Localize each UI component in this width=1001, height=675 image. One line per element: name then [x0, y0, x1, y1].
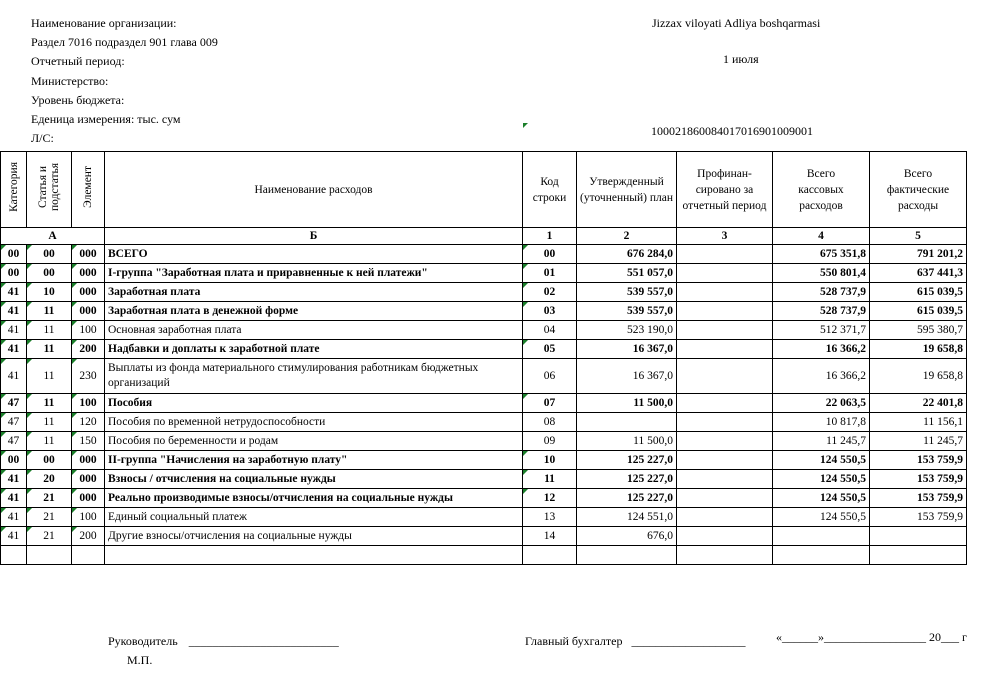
empty-cell: [523, 546, 577, 565]
cell-cash: 124 550,5: [773, 508, 870, 527]
period-label: Отчетный период:: [31, 54, 125, 69]
cell-name: Основная заработная плата: [105, 321, 523, 340]
header-name: Наименование расходов: [105, 152, 523, 228]
cell-actual: 595 380,7: [870, 321, 967, 340]
cell-article: 20: [27, 470, 72, 489]
cell-marker-icon: [523, 123, 528, 128]
cell-cash: 22 063,5: [773, 394, 870, 413]
cell-cash: 124 550,5: [773, 489, 870, 508]
cell-funded: [677, 340, 773, 359]
cell-approved: [577, 413, 677, 432]
cell-approved: 124 551,0: [577, 508, 677, 527]
cell-actual: 637 441,3: [870, 264, 967, 283]
cell-cash: 675 351,8: [773, 245, 870, 264]
cell-approved: 16 367,0: [577, 340, 677, 359]
ls-value: 100021860084017016901009001: [651, 124, 813, 138]
ministry-label: Министерство:: [31, 73, 109, 88]
cell-category: 41: [1, 508, 27, 527]
header-funded: Профинан-сировано за отчетный период: [677, 152, 773, 228]
cell-actual: 615 039,5: [870, 302, 967, 321]
cell-name: Единый социальный платеж: [105, 508, 523, 527]
ls-label: Л/С:: [31, 131, 54, 146]
expense-table: [0, 151, 967, 565]
cell-article: 11: [27, 321, 72, 340]
budget-level-label: Уровень бюджета:: [31, 92, 125, 107]
cell-code: 05: [523, 340, 577, 359]
org-value: Jizzax viloyati Adliya boshqarmasi: [652, 16, 821, 30]
empty-cell: [72, 546, 105, 565]
cell-category: 47: [1, 394, 27, 413]
cell-actual: 153 759,9: [870, 451, 967, 470]
cell-article: 00: [27, 264, 72, 283]
letter-5: 5: [870, 228, 967, 245]
cell-element: 100: [72, 394, 105, 413]
header-cash: Всего кассовых расходов: [773, 152, 870, 228]
cell-code: 09: [523, 432, 577, 451]
cell-code: 14: [523, 527, 577, 546]
table-row: [1, 245, 967, 264]
cell-category: 41: [1, 527, 27, 546]
cell-funded: [677, 489, 773, 508]
cell-funded: [677, 302, 773, 321]
cell-approved: 551 057,0: [577, 264, 677, 283]
cell-actual: 791 201,2: [870, 245, 967, 264]
cell-element: 230: [72, 359, 105, 394]
cell-cash: 16 366,2: [773, 359, 870, 394]
cell-name: Пособия по временной нетрудоспособности: [105, 413, 523, 432]
cell-article: 21: [27, 489, 72, 508]
cell-approved: 539 557,0: [577, 283, 677, 302]
head-signature: [108, 634, 339, 649]
letter-b: Б: [105, 228, 523, 245]
letter-a: А: [1, 228, 105, 245]
table-row: [1, 394, 967, 413]
section-line: Раздел 7016 подраздел 901 глава 009: [31, 35, 218, 50]
cell-funded: [677, 283, 773, 302]
report-header: [31, 14, 218, 148]
cell-cash: 10 817,8: [773, 413, 870, 432]
table-header-row: [1, 152, 967, 228]
cell-name: Реально производимые взносы/отчисления на социальные нужды: [105, 489, 523, 508]
cell-element: 120: [72, 413, 105, 432]
table-row: [1, 302, 967, 321]
cell-approved: 11 500,0: [577, 432, 677, 451]
cell-element: 000: [72, 470, 105, 489]
table-row: [1, 527, 967, 546]
cell-name: I-группа "Заработная плата и приравненные к ней платежи": [105, 264, 523, 283]
cell-element: 000: [72, 245, 105, 264]
cell-funded: [677, 359, 773, 394]
cell-code: 00: [523, 245, 577, 264]
cell-category: 41: [1, 321, 27, 340]
empty-cell: [27, 546, 72, 565]
table-row: [1, 264, 967, 283]
cell-funded: [677, 245, 773, 264]
cell-name: Взносы / отчисления на социальные нужды: [105, 470, 523, 489]
cell-actual: 19 658,8: [870, 340, 967, 359]
table-row: [1, 470, 967, 489]
head-line: _________________________: [188, 634, 339, 648]
period-value: 1 июля: [723, 52, 759, 66]
table-row: [1, 340, 967, 359]
letter-2: 2: [577, 228, 677, 245]
accountant-signature: [525, 634, 745, 649]
unit-label: Еденица измерения: тыс. сум: [31, 111, 181, 126]
cell-cash: 124 550,5: [773, 470, 870, 489]
table-row: [1, 359, 967, 394]
cell-element: 200: [72, 340, 105, 359]
cell-element: 000: [72, 451, 105, 470]
cell-article: 11: [27, 432, 72, 451]
cell-category: 41: [1, 283, 27, 302]
cell-name: Надбавки и доплаты к заработной плате: [105, 340, 523, 359]
column-letters-row: [1, 228, 967, 245]
cell-article: 10: [27, 283, 72, 302]
cell-name: Пособия: [105, 394, 523, 413]
cell-code: 03: [523, 302, 577, 321]
cell-article: 00: [27, 245, 72, 264]
cell-name: Заработная плата: [105, 283, 523, 302]
stamp-label: М.П.: [127, 653, 153, 667]
cell-name: II-группа "Начисления на заработную плату": [105, 451, 523, 470]
head-label: Руководитель: [108, 634, 178, 648]
letter-3: 3: [677, 228, 773, 245]
cell-article: 11: [27, 302, 72, 321]
cell-name: Пособия по беременности и родам: [105, 432, 523, 451]
cell-category: 00: [1, 264, 27, 283]
cell-cash: 16 366,2: [773, 340, 870, 359]
cell-code: 12: [523, 489, 577, 508]
cell-approved: 523 190,0: [577, 321, 677, 340]
table-row: [1, 451, 967, 470]
cell-actual: 19 658,8: [870, 359, 967, 394]
cell-cash: 528 737,9: [773, 283, 870, 302]
cell-actual: 22 401,8: [870, 394, 967, 413]
cell-approved: 16 367,0: [577, 359, 677, 394]
cell-approved: 125 227,0: [577, 489, 677, 508]
cell-category: 41: [1, 302, 27, 321]
empty-cell: [1, 546, 27, 565]
empty-cell: [677, 546, 773, 565]
org-label: Наименование организации:: [31, 16, 177, 30]
cell-element: 100: [72, 321, 105, 340]
cell-approved: 11 500,0: [577, 394, 677, 413]
cell-name: Другие взносы/отчисления на социальные нужды: [105, 527, 523, 546]
cell-actual: [870, 527, 967, 546]
cell-approved: 676 284,0: [577, 245, 677, 264]
cell-funded: [677, 432, 773, 451]
header-approved: Утвержденный (уточненный) план: [577, 152, 677, 228]
cell-approved: 676,0: [577, 527, 677, 546]
cell-article: 00: [27, 451, 72, 470]
cell-category: 41: [1, 359, 27, 394]
header-article: Статья и подстатья: [27, 152, 72, 228]
cell-code: 10: [523, 451, 577, 470]
cell-article: 21: [27, 527, 72, 546]
cell-funded: [677, 321, 773, 340]
cell-category: 41: [1, 489, 27, 508]
cell-code: 01: [523, 264, 577, 283]
cell-article: 11: [27, 340, 72, 359]
cell-name: Заработная плата в денежной форме: [105, 302, 523, 321]
cell-category: 41: [1, 340, 27, 359]
empty-cell: [577, 546, 677, 565]
cell-category: 47: [1, 432, 27, 451]
cell-actual: 153 759,9: [870, 489, 967, 508]
cell-article: 11: [27, 359, 72, 394]
empty-cell: [870, 546, 967, 565]
cell-code: 06: [523, 359, 577, 394]
cell-funded: [677, 470, 773, 489]
cell-actual: 11 156,1: [870, 413, 967, 432]
cell-code: 07: [523, 394, 577, 413]
cell-code: 08: [523, 413, 577, 432]
table-row: [1, 489, 967, 508]
cell-element: 000: [72, 489, 105, 508]
cell-category: 00: [1, 451, 27, 470]
cell-name: ВСЕГО: [105, 245, 523, 264]
header-category: Категория: [1, 152, 27, 228]
table-row: [1, 321, 967, 340]
cell-name: Выплаты из фонда материального стимулирования работникам бюджетных организаций: [105, 359, 523, 394]
header-code: Код строки: [523, 152, 577, 228]
cell-funded: [677, 264, 773, 283]
cell-element: 000: [72, 264, 105, 283]
cell-funded: [677, 451, 773, 470]
cell-category: 47: [1, 413, 27, 432]
header-element: Элемент: [72, 152, 105, 228]
table-row: [1, 283, 967, 302]
cell-cash: 11 245,7: [773, 432, 870, 451]
cell-article: 11: [27, 394, 72, 413]
cell-actual: 153 759,9: [870, 508, 967, 527]
cell-actual: 615 039,5: [870, 283, 967, 302]
accountant-line: ___________________: [631, 634, 746, 648]
cell-funded: [677, 508, 773, 527]
table-row: [1, 432, 967, 451]
cell-cash: 512 371,7: [773, 321, 870, 340]
cell-article: 21: [27, 508, 72, 527]
cell-actual: 153 759,9: [870, 470, 967, 489]
cell-cash: 124 550,5: [773, 451, 870, 470]
empty-cell: [105, 546, 523, 565]
date-line: «______»_________________ 20___ г: [776, 630, 967, 644]
cell-element: 100: [72, 508, 105, 527]
cell-code: 11: [523, 470, 577, 489]
cell-cash: 550 801,4: [773, 264, 870, 283]
cell-funded: [677, 413, 773, 432]
cell-element: 150: [72, 432, 105, 451]
table-row-empty: [1, 546, 967, 565]
cell-element: 200: [72, 527, 105, 546]
cell-article: 11: [27, 413, 72, 432]
cell-actual: 11 245,7: [870, 432, 967, 451]
cell-category: 41: [1, 470, 27, 489]
table-row: [1, 413, 967, 432]
cell-code: 04: [523, 321, 577, 340]
cell-code: 02: [523, 283, 577, 302]
header-actual: Всего фактические расходы: [870, 152, 967, 228]
cell-approved: 125 227,0: [577, 470, 677, 489]
cell-funded: [677, 527, 773, 546]
accountant-label: Главный бухгалтер: [525, 634, 623, 648]
empty-cell: [773, 546, 870, 565]
letter-1: 1: [523, 228, 577, 245]
cell-category: 00: [1, 245, 27, 264]
cell-approved: 539 557,0: [577, 302, 677, 321]
cell-code: 13: [523, 508, 577, 527]
cell-element: 000: [72, 283, 105, 302]
table-row: [1, 508, 967, 527]
cell-cash: 528 737,9: [773, 302, 870, 321]
cell-funded: [677, 394, 773, 413]
letter-4: 4: [773, 228, 870, 245]
cell-cash: [773, 527, 870, 546]
cell-element: 000: [72, 302, 105, 321]
cell-approved: 125 227,0: [577, 451, 677, 470]
